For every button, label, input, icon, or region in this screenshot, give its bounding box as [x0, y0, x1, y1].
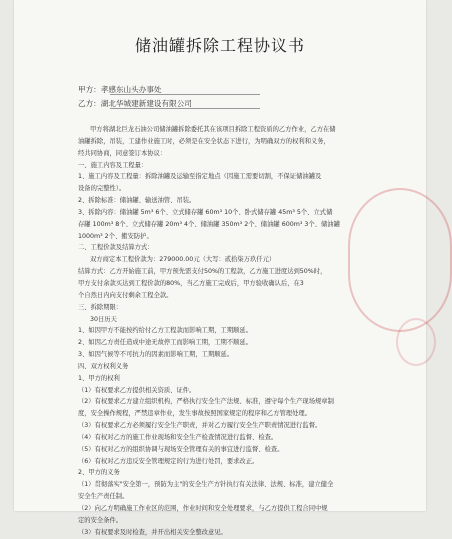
section-line: 存罐 100m³ 8个、立式储存罐 20m³ 4个、储油罐 350m³ 2个、储油罐 600m³ 3个、储油罐	[78, 220, 340, 228]
section-line: 个自然日内向支付剩余工程全款。	[78, 291, 173, 299]
intro-line: 油罐拆除，吊装，工建作业施工时，必须是在安全状态下进行，为明确双方的权利和义务，	[78, 137, 330, 145]
section-line: 1000m³ 2个、搬安防护。	[78, 232, 153, 240]
section-line: 2、拆除标准：储油罐、输送油管、吊装。	[78, 197, 196, 205]
official-seal	[348, 188, 452, 332]
section-line: 安全生产责任制。	[78, 493, 129, 501]
intro-line: 经共同协商，同意签订本协议：	[78, 149, 167, 157]
party-b-value: 湖北华城建新建设有限公司	[100, 99, 192, 108]
section-line: 30日历天	[90, 315, 117, 323]
section-line: 双方商定本工程价款为：279000.00元（大写：贰拾柒万玖仟元）	[90, 256, 276, 264]
partial-seal	[396, 318, 436, 366]
section-line: （3）有权要求及时检查，并开出相关安全整改意见。	[78, 528, 227, 536]
section-line: （1）贯彻落实"安全第一，预防为主"的安全生产方针执行有关法律、法规、标准，建立健全	[78, 481, 334, 489]
intro-line: 甲方将湖北巨龙石油公司储油罐拆除委托其在该项目拆除工程资质的乙方作业，乙方在储	[90, 126, 336, 133]
section-line: （5）有权对乙方的组织协调与现场安全管理有关的事宜进行监督、检查。	[78, 445, 284, 453]
party-a-value: 孝感东山头办事处	[100, 85, 162, 94]
section-line: （2）有权要求乙方建立组织机构，严格执行安全生产法规、标准，遵守每个生产现场规章制	[78, 398, 334, 406]
section-line: （6）有权对乙方违反安全管理规定的行为进行处罚，要求改正。	[78, 457, 259, 465]
section-line: 定的安全条件。	[78, 516, 123, 524]
section-line: （4）有权对乙方的施工作业现场和安全生产检查情况进行监督、检查。	[78, 433, 278, 441]
section-line: （1）有权要求乙方提供相关资质、证件。	[78, 386, 196, 394]
section-line: 四、双方权利义务	[78, 362, 129, 370]
party-b-label: 乙方：	[78, 99, 101, 108]
section-line: 2、甲方的义务	[78, 469, 120, 477]
section-line: 二、工程价款及结算方式：	[78, 244, 154, 252]
agreement-body	[78, 124, 378, 539]
section-line: 甲方支付余款买达到工程价款的80%，当乙方施工完成后，甲方验收确认后，在3	[78, 279, 304, 287]
party-a-underline	[110, 94, 260, 95]
section-line: （3）有权要求乙方必须履行安全生产职责，并对乙方履行安全生产职责情况进行监督。	[78, 422, 322, 430]
section-line: 1、甲方的权利	[78, 374, 120, 382]
section-line: 三、拆除期限：	[78, 303, 123, 311]
section-line: 一、施工内容及工程量：	[78, 161, 148, 169]
section-line: （2）向乙方明确施工作业区的范围，作业时间和安全处理要求，与乙方提供工程合同中规	[78, 505, 328, 512]
agreement-sections	[78, 160, 378, 539]
party-b-underline	[110, 108, 260, 109]
section-line: 结算方式：乙方开始施工前，甲方预先需支付50%的工程款，乙方施工进度达到50%时，	[78, 268, 327, 276]
document-title: 储油罐拆除工程协议书	[134, 36, 305, 55]
section-line: 3、拆除内容：储油罐 5m³ 6个、立式储存罐 60m³ 10个、卧式储存罐 45m³ 5个、立式储	[78, 208, 333, 216]
party-a-label: 甲方：	[78, 85, 101, 94]
section-line: 2、如因乙方责任造成中途无故停工而影响工期，工期不顺延。	[78, 339, 253, 347]
section-line: 1、施工内容及工程量：拆除油罐及运输至指定地点（因施工需要切割，不保证储油罐及	[78, 173, 322, 181]
section-line: 度，安全操作规程，严禁违章作业，发生事故按照国家规定的程序和乙方管理处理。	[78, 410, 311, 418]
section-line: 1、如因甲方不能按约给付乙方工程款而影响工期，工期顺延。	[78, 327, 253, 335]
section-line: 设备的完整性）。	[78, 185, 126, 193]
document-page	[14, 0, 426, 536]
section-line: 3、如因气候等不可抗力的因素而影响工期，工期顺延。	[78, 351, 234, 359]
